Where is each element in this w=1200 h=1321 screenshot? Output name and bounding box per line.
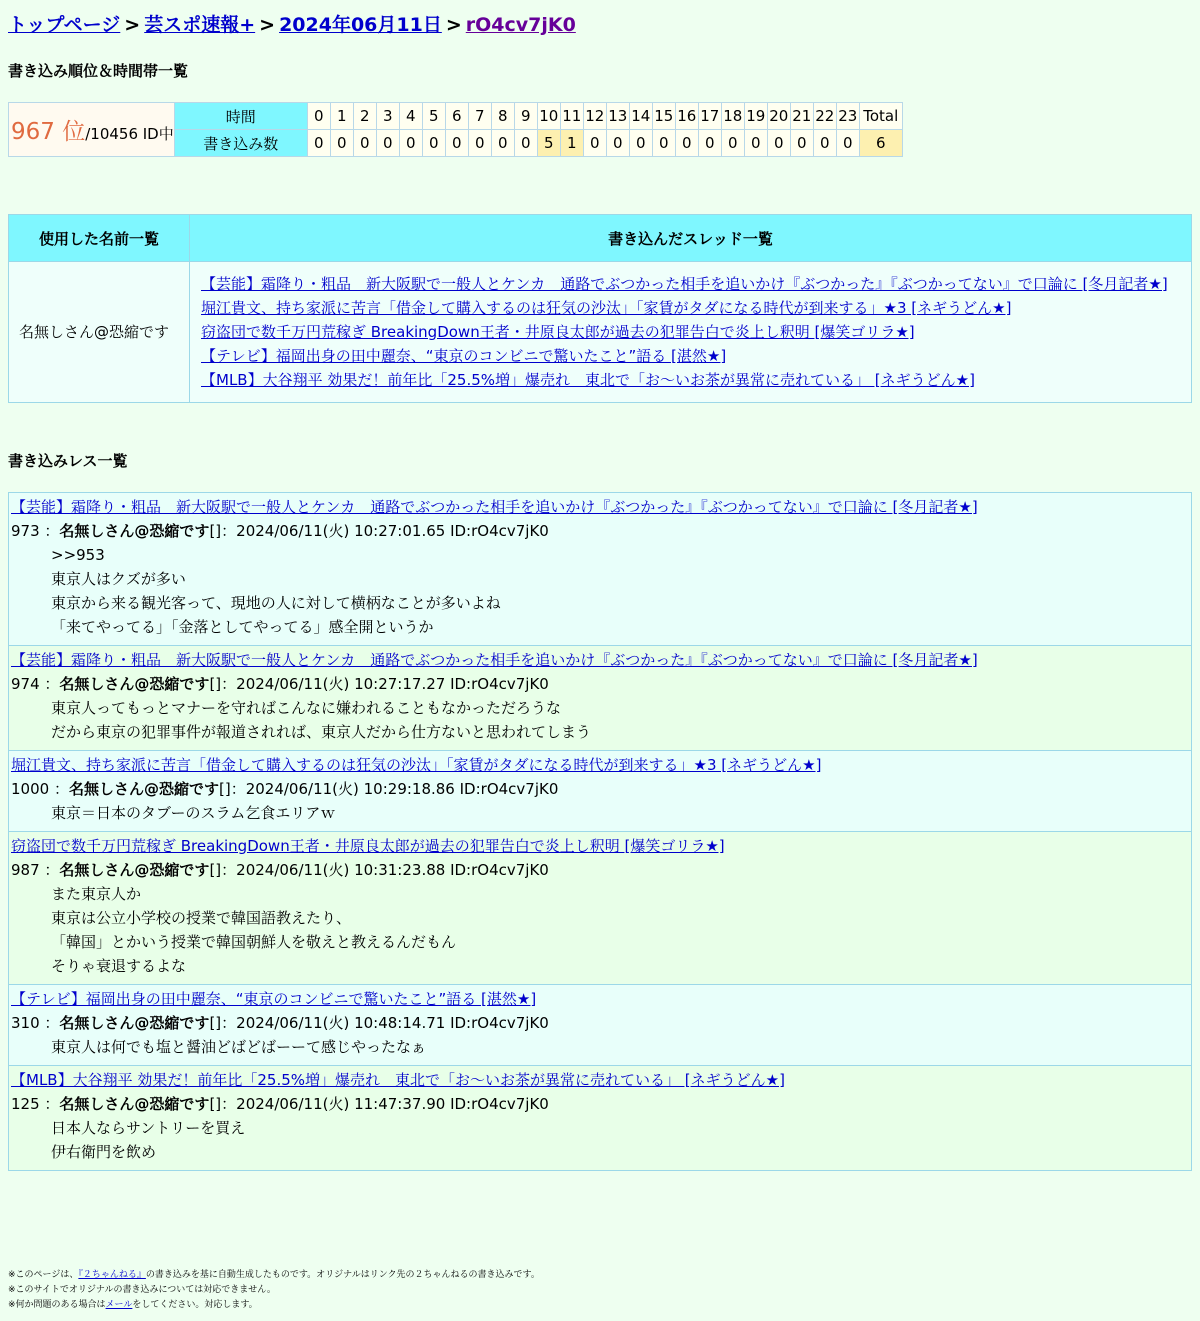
hour-count: 0	[744, 130, 767, 157]
post	[8, 492, 1192, 646]
footer-text: の書き込みを基に自動生成したものです。オリジナルはリンク先の２ちゃんねるの書き込みです。	[145, 1270, 540, 1280]
hour-count: 0	[445, 130, 468, 157]
post-line: そりゃ衰退するよな	[51, 957, 187, 975]
post-meta: 125 ：名無しさん@恐縮です[]：2024/06/11(火) 11:47:37.90 ID:rO4cv7jK0	[11, 1095, 549, 1113]
thread-link[interactable]: 堀江貴文、持ち家派に苦言「借金して購入するのは狂気の沙汰」「家賃がタダになる時代が到来する」★3 [ネギうどん★]	[201, 299, 1012, 317]
hour-count: 0	[583, 130, 606, 157]
hour-count: 0	[353, 130, 376, 157]
footer-text: ※このページは、	[8, 1270, 79, 1280]
hour-count: 0	[330, 130, 353, 157]
post-mail: []	[209, 675, 222, 693]
post-datetime: ：2024/06/11(火) 11:47:37.90 ID:rO4cv7jK0	[221, 1095, 549, 1113]
ranking-table	[8, 102, 903, 157]
post-meta: 987 ：名無しさん@恐縮です[]：2024/06/11(火) 10:31:23.88 ID:rO4cv7jK0	[11, 861, 549, 879]
footer-line	[8, 1268, 540, 1283]
hour-header: 1	[330, 103, 353, 130]
hour-count: 1	[560, 130, 583, 157]
hour-header: 6	[445, 103, 468, 130]
hour-header: 5	[422, 103, 445, 130]
post-mail: []	[209, 522, 222, 540]
post-thread-link[interactable]: 【MLB】大谷翔平 効果だ！前年比「25.5%増」爆売れ 東北で「お～いお茶が異常に売れている」 [ネギうどん★]	[11, 1071, 785, 1089]
post-author: 名無しさん@恐縮です	[68, 780, 219, 798]
hour-header: 17	[698, 103, 721, 130]
post-author: 名無しさん@恐縮です	[59, 861, 210, 879]
post-author: 名無しさん@恐縮です	[59, 1014, 210, 1032]
hour-count: 0	[606, 130, 629, 157]
footer-text: ※何か問題のある場合は	[8, 1300, 106, 1310]
post-datetime: ：2024/06/11(火) 10:29:18.86 ID:rO4cv7jK0	[230, 780, 559, 798]
ranking-section-title: 書き込み順位＆時間帯一覧	[8, 62, 189, 80]
post-datetime: ：2024/06/11(火) 10:27:17.27 ID:rO4cv7jK0	[221, 675, 549, 693]
post-line: >>953	[51, 546, 105, 564]
footer-text: をしてください。対応します。	[132, 1300, 258, 1310]
post-number: 310	[11, 1014, 40, 1032]
thread-list-header: 書き込んだスレッド一覧	[190, 215, 1192, 262]
hour-count: 0	[813, 130, 836, 157]
breadcrumb-date-link[interactable]: 2024年06月11日	[279, 14, 442, 36]
footer-2ch-link[interactable]: 『２ちゃんねる』	[78, 1270, 146, 1280]
post-mail: []	[218, 780, 231, 798]
post-line: また東京人か	[51, 885, 142, 903]
post-line: 東京人はクズが多い	[51, 570, 186, 588]
count-label: 書き込み数	[174, 130, 307, 157]
thread-link[interactable]: 窃盗団で数千万円荒稼ぎ BreakingDown王者・井原良太郎が過去の犯罪告白で炎上し釈明 [爆笑ゴリラ★]	[201, 323, 915, 341]
breadcrumb-separator: >	[124, 14, 141, 36]
post-body	[11, 801, 1189, 825]
hour-header: 14	[629, 103, 652, 130]
thread-link[interactable]: 【MLB】大谷翔平 効果だ！前年比「25.5%増」爆売れ 東北で「お～いお茶が異常に売れている」 [ネギうどん★]	[201, 371, 975, 389]
post-body	[11, 1035, 1189, 1059]
post-line: 東京は公立小学校の授業で韓国語教えたり、	[51, 909, 352, 927]
breadcrumb	[8, 10, 576, 37]
rank-total: /10456 ID中	[85, 125, 174, 143]
post-number: 974	[11, 675, 40, 693]
post-line: 「韓国」とかいう授業で韓国朝鮮人を敬えと教えるんだもん	[51, 933, 457, 951]
hour-header: 4	[399, 103, 422, 130]
post-number: 1000	[11, 780, 50, 798]
post-mail: []	[209, 1014, 222, 1032]
thread-link[interactable]: 【テレビ】福岡出身の田中麗奈、“東京のコンビニで驚いたこと”語る [湛然★]	[201, 347, 727, 365]
post-body	[11, 543, 1189, 639]
posts-section-title: 書き込みレス一覧	[8, 452, 128, 470]
used-name: 名無しさん@恐縮です	[9, 262, 190, 403]
footer-line: ※このサイトでオリジナルの書き込みについては対応できません。	[8, 1285, 276, 1295]
post-datetime: ：2024/06/11(火) 10:27:01.65 ID:rO4cv7jK0	[221, 522, 549, 540]
total-count: 6	[859, 130, 902, 157]
post-thread-link[interactable]: 【芸能】霜降り・粗品 新大阪駅で一般人とケンカ 通路でぶつかった相手を追いかけ『ぶつかった』『ぶつかってない』で口論に [冬月記者★]	[11, 651, 978, 669]
post-line: 東京人は何でも塩と醤油どばどばーーて感じやったなぁ	[51, 1038, 427, 1056]
hour-header: 16	[675, 103, 698, 130]
hour-count: 0	[652, 130, 675, 157]
hour-count: 0	[422, 130, 445, 157]
hour-header: 10	[537, 103, 560, 130]
post-thread-link[interactable]: 【芸能】霜降り・粗品 新大阪駅で一般人とケンカ 通路でぶつかった相手を追いかけ『ぶつかった』『ぶつかってない』で口論に [冬月記者★]	[11, 498, 978, 516]
post-number: 973	[11, 522, 40, 540]
post-author: 名無しさん@恐縮です	[59, 522, 210, 540]
hour-header: 8	[491, 103, 514, 130]
post-thread-link[interactable]: 【テレビ】福岡出身の田中麗奈、“東京のコンビニで驚いたこと”語る [湛然★]	[11, 990, 537, 1008]
post-datetime: ：2024/06/11(火) 10:31:23.88 ID:rO4cv7jK0	[221, 861, 549, 879]
post	[8, 646, 1192, 751]
footer-mail-link[interactable]: メール	[105, 1300, 133, 1310]
post-meta: 973 ：名無しさん@恐縮です[]：2024/06/11(火) 10:27:01.65 ID:rO4cv7jK0	[11, 522, 549, 540]
hour-header: 19	[744, 103, 767, 130]
hour-header: 9	[514, 103, 537, 130]
hour-count: 0	[675, 130, 698, 157]
post-line: 東京から来る観光客って、現地の人に対して横柄なことが多いよね	[51, 594, 501, 612]
post-body	[11, 696, 1189, 744]
hour-header: 22	[813, 103, 836, 130]
hour-count: 0	[376, 130, 399, 157]
post-thread-link[interactable]: 窃盗団で数千万円荒稼ぎ BreakingDown王者・井原良太郎が過去の犯罪告白で炎上し釈明 [爆笑ゴリラ★]	[11, 837, 725, 855]
thread-list	[190, 262, 1192, 403]
post-line: 「来てやってる」「金落としてやってる」感全開というか	[51, 618, 434, 636]
thread-link[interactable]: 【芸能】霜降り・粗品 新大阪駅で一般人とケンカ 通路でぶつかった相手を追いかけ『ぶつかった』『ぶつかってない』で口論に [冬月記者★]	[201, 275, 1168, 293]
breadcrumb-board-link[interactable]: 芸スポ速報+	[144, 14, 256, 36]
post-number: 987	[11, 861, 40, 879]
post-line: 日本人ならサントリーを買え	[51, 1119, 246, 1137]
post-line: 東京＝日本のタブーのスラム乞食エリアｗ	[51, 804, 336, 822]
post-author: 名無しさん@恐縮です	[59, 1095, 210, 1113]
hour-count: 0	[721, 130, 744, 157]
time-label: 時間	[174, 103, 307, 130]
hour-header: 20	[767, 103, 790, 130]
post	[8, 832, 1192, 985]
breadcrumb-top-link[interactable]: トップページ	[8, 14, 121, 36]
hour-count: 0	[767, 130, 790, 157]
hours-row	[9, 103, 903, 130]
breadcrumb-id-link[interactable]: rO4cv7jK0	[465, 14, 576, 36]
hour-count: 0	[629, 130, 652, 157]
post-body	[11, 882, 1189, 978]
post-body	[11, 1116, 1189, 1164]
post	[8, 1066, 1192, 1171]
names-threads-table	[8, 214, 1192, 403]
hour-count: 0	[468, 130, 491, 157]
footer	[8, 1268, 540, 1313]
hour-count: 0	[399, 130, 422, 157]
hour-header: 0	[307, 103, 330, 130]
hour-count: 0	[790, 130, 813, 157]
hour-header: 18	[721, 103, 744, 130]
rank-value: 967 位	[11, 119, 86, 145]
post-mail: []	[209, 861, 222, 879]
breadcrumb-separator: >	[259, 14, 276, 36]
post-meta: 1000 ：名無しさん@恐縮です[]：2024/06/11(火) 10:29:18.86 ID:rO4cv7jK0	[11, 780, 559, 798]
hour-header: 11	[560, 103, 583, 130]
hour-header: 13	[606, 103, 629, 130]
post-author: 名無しさん@恐縮です	[59, 675, 210, 693]
hour-count: 5	[537, 130, 560, 157]
footer-line	[8, 1298, 540, 1313]
hour-count: 0	[307, 130, 330, 157]
post-meta: 974 ：名無しさん@恐縮です[]：2024/06/11(火) 10:27:17.27 ID:rO4cv7jK0	[11, 675, 549, 693]
post-number: 125	[11, 1095, 40, 1113]
post-meta: 310 ：名無しさん@恐縮です[]：2024/06/11(火) 10:48:14.71 ID:rO4cv7jK0	[11, 1014, 549, 1032]
hour-count: 0	[698, 130, 721, 157]
breadcrumb-separator: >	[445, 14, 462, 36]
post-datetime: ：2024/06/11(火) 10:48:14.71 ID:rO4cv7jK0	[221, 1014, 549, 1032]
hour-header: 15	[652, 103, 675, 130]
total-header: Total	[859, 103, 902, 130]
name-list-header: 使用した名前一覧	[9, 215, 190, 262]
hour-header: 2	[353, 103, 376, 130]
post-line: だから東京の犯罪事件が報道されれば、東京人だから仕方ないと思われてしまう	[51, 723, 592, 741]
post-line: 伊右衛門を飲め	[51, 1143, 157, 1161]
post-mail: []	[209, 1095, 222, 1113]
post	[8, 751, 1192, 832]
hour-count: 0	[491, 130, 514, 157]
hour-header: 3	[376, 103, 399, 130]
hour-count: 0	[836, 130, 859, 157]
hour-header: 21	[790, 103, 813, 130]
post-list	[8, 492, 1192, 1171]
hour-count: 0	[514, 130, 537, 157]
post-line: 東京人ってもっとマナーを守ればこんなに嫌われることもなかっただろうな	[51, 699, 562, 717]
hour-header: 7	[468, 103, 491, 130]
hour-header: 23	[836, 103, 859, 130]
hour-header: 12	[583, 103, 606, 130]
post-thread-link[interactable]: 堀江貴文、持ち家派に苦言「借金して購入するのは狂気の沙汰」「家賃がタダになる時代が到来する」★3 [ネギうどん★]	[11, 756, 822, 774]
post	[8, 985, 1192, 1066]
rank-cell	[9, 103, 175, 157]
